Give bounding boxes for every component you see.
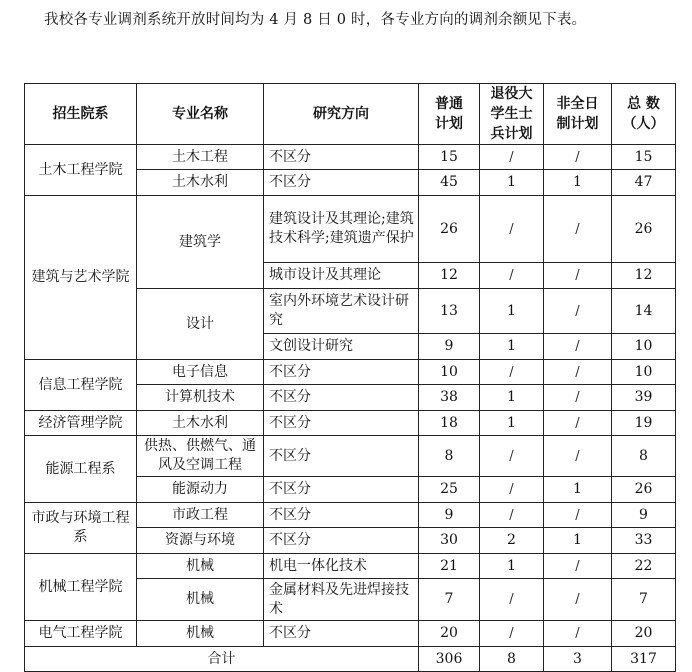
direction-cell: 金属材料及先进焊接技术 bbox=[264, 579, 419, 621]
direction-cell: 不区分 bbox=[264, 360, 419, 385]
header-regular-line: 普通 bbox=[435, 96, 463, 112]
direction-cell: 不区分 bbox=[264, 170, 419, 196]
total-cell: 10 bbox=[612, 360, 676, 385]
header-veteran-line: 学生士 bbox=[490, 106, 533, 122]
regular-cell: 9 bbox=[419, 334, 480, 360]
parttime-cell: / bbox=[544, 196, 612, 263]
veteran-cell: / bbox=[480, 503, 544, 528]
college-cell: 机械工程学院 bbox=[25, 554, 137, 621]
totals-veteran: 8 bbox=[480, 647, 544, 672]
major-cell: 机械 bbox=[137, 621, 264, 647]
totals-regular: 306 bbox=[419, 647, 480, 672]
veteran-cell: / bbox=[480, 621, 544, 647]
direction-cell: 建筑设计及其理论;建筑技术科学;建筑遗产保护 bbox=[264, 196, 419, 263]
veteran-cell: 2 bbox=[480, 528, 544, 554]
header-regular bbox=[419, 84, 480, 145]
veteran-cell: / bbox=[480, 579, 544, 621]
major-cell: 能源动力 bbox=[137, 477, 264, 503]
parttime-cell: / bbox=[544, 579, 612, 621]
regular-cell: 20 bbox=[419, 621, 480, 647]
parttime-cell: / bbox=[544, 289, 612, 334]
regular-cell: 26 bbox=[419, 196, 480, 263]
total-cell: 20 bbox=[612, 621, 676, 647]
regular-cell: 13 bbox=[419, 289, 480, 334]
header-total bbox=[612, 84, 676, 145]
veteran-cell: / bbox=[480, 145, 544, 170]
direction-cell: 不区分 bbox=[264, 411, 419, 436]
table-row bbox=[25, 554, 676, 579]
table-row bbox=[25, 196, 676, 263]
major-cell: 设计 bbox=[137, 289, 264, 360]
major-cell: 土木工程 bbox=[137, 145, 264, 170]
parttime-cell: / bbox=[544, 263, 612, 289]
regular-cell: 18 bbox=[419, 411, 480, 436]
major-cell: 计算机技术 bbox=[137, 385, 264, 411]
parttime-cell: / bbox=[544, 360, 612, 385]
direction-cell: 文创设计研究 bbox=[264, 334, 419, 360]
header-regular-line: 计划 bbox=[435, 116, 463, 132]
college-cell: 土木工程学院 bbox=[25, 145, 137, 196]
total-cell: 26 bbox=[612, 196, 676, 263]
total-cell: 14 bbox=[612, 289, 676, 334]
direction-cell: 机电一体化技术 bbox=[264, 554, 419, 579]
total-cell: 47 bbox=[612, 170, 676, 196]
regular-cell: 15 bbox=[419, 145, 480, 170]
table-row bbox=[25, 145, 676, 170]
direction-cell: 不区分 bbox=[264, 145, 419, 170]
direction-cell: 不区分 bbox=[264, 385, 419, 411]
header-parttime-line: 非全日 bbox=[556, 96, 599, 112]
parttime-cell: / bbox=[544, 621, 612, 647]
totals-row bbox=[25, 647, 676, 672]
regular-cell: 10 bbox=[419, 360, 480, 385]
direction-cell: 室内外环境艺术设计研究 bbox=[264, 289, 419, 334]
table-row bbox=[25, 411, 676, 436]
direction-cell: 不区分 bbox=[264, 477, 419, 503]
parttime-cell: 1 bbox=[544, 477, 612, 503]
table-row bbox=[25, 360, 676, 385]
college-cell: 能源工程系 bbox=[25, 436, 137, 503]
header-row bbox=[25, 84, 676, 145]
direction-cell: 不区分 bbox=[264, 436, 419, 477]
total-cell: 10 bbox=[612, 334, 676, 360]
veteran-cell: / bbox=[480, 436, 544, 477]
direction-cell: 城市设计及其理论 bbox=[264, 263, 419, 289]
total-cell: 33 bbox=[612, 528, 676, 554]
parttime-cell: / bbox=[544, 145, 612, 170]
veteran-cell: / bbox=[480, 360, 544, 385]
header-major: 专业名称 bbox=[137, 84, 264, 145]
table-row bbox=[25, 436, 676, 477]
header-direction: 研究方向 bbox=[264, 84, 419, 145]
header-parttime bbox=[544, 84, 612, 145]
parttime-cell: 1 bbox=[544, 170, 612, 196]
veteran-cell: 1 bbox=[480, 334, 544, 360]
veteran-cell: 1 bbox=[480, 385, 544, 411]
college-cell: 电气工程学院 bbox=[25, 621, 137, 647]
college-cell: 市政与环境工程系 bbox=[25, 503, 137, 554]
parttime-cell: / bbox=[544, 334, 612, 360]
header-total-line: 总 数 bbox=[627, 96, 660, 112]
quota-table bbox=[24, 83, 676, 672]
regular-cell: 30 bbox=[419, 528, 480, 554]
total-cell: 8 bbox=[612, 436, 676, 477]
veteran-cell: 1 bbox=[480, 170, 544, 196]
major-cell: 供热、供燃气、通风及空调工程 bbox=[137, 436, 264, 477]
major-cell: 电子信息 bbox=[137, 360, 264, 385]
direction-cell: 不区分 bbox=[264, 503, 419, 528]
regular-cell: 12 bbox=[419, 263, 480, 289]
totals-label: 合计 bbox=[25, 647, 419, 672]
major-cell: 土木水利 bbox=[137, 170, 264, 196]
major-cell: 建筑学 bbox=[137, 196, 264, 289]
college-cell: 建筑与艺术学院 bbox=[25, 196, 137, 360]
header-college: 招生院系 bbox=[25, 84, 137, 145]
veteran-cell: 1 bbox=[480, 289, 544, 334]
table-row bbox=[25, 621, 676, 647]
direction-cell: 不区分 bbox=[264, 528, 419, 554]
major-cell: 土木水利 bbox=[137, 411, 264, 436]
header-total-line: （人） bbox=[622, 116, 665, 132]
regular-cell: 25 bbox=[419, 477, 480, 503]
regular-cell: 21 bbox=[419, 554, 480, 579]
veteran-cell: 1 bbox=[480, 554, 544, 579]
regular-cell: 9 bbox=[419, 503, 480, 528]
veteran-cell: 1 bbox=[480, 411, 544, 436]
total-cell: 9 bbox=[612, 503, 676, 528]
regular-cell: 7 bbox=[419, 579, 480, 621]
table-row bbox=[25, 503, 676, 528]
major-cell: 市政工程 bbox=[137, 503, 264, 528]
major-cell: 资源与环境 bbox=[137, 528, 264, 554]
header-veteran-line: 退役大 bbox=[490, 86, 533, 102]
total-cell: 26 bbox=[612, 477, 676, 503]
header-veteran bbox=[480, 84, 544, 145]
total-cell: 15 bbox=[612, 145, 676, 170]
parttime-cell: / bbox=[544, 436, 612, 477]
totals-parttime: 3 bbox=[544, 647, 612, 672]
veteran-cell: / bbox=[480, 263, 544, 289]
parttime-cell: / bbox=[544, 503, 612, 528]
regular-cell: 38 bbox=[419, 385, 480, 411]
direction-cell: 不区分 bbox=[264, 621, 419, 647]
parttime-cell: / bbox=[544, 411, 612, 436]
regular-cell: 8 bbox=[419, 436, 480, 477]
total-cell: 19 bbox=[612, 411, 676, 436]
totals-total: 317 bbox=[612, 647, 676, 672]
total-cell: 39 bbox=[612, 385, 676, 411]
major-cell: 机械 bbox=[137, 554, 264, 579]
total-cell: 7 bbox=[612, 579, 676, 621]
parttime-cell: / bbox=[544, 554, 612, 579]
college-cell: 经济管理学院 bbox=[25, 411, 137, 436]
intro-text: 我校各专业调剂系统开放时间均为 4 月 8 日 0 时，各专业方向的调剂余额见下表。 bbox=[44, 12, 587, 28]
college-cell: 信息工程学院 bbox=[25, 360, 137, 411]
header-veteran-line: 兵计划 bbox=[490, 126, 533, 142]
table-body bbox=[25, 145, 676, 672]
total-cell: 22 bbox=[612, 554, 676, 579]
veteran-cell: / bbox=[480, 196, 544, 263]
header-parttime-line: 制计划 bbox=[556, 116, 599, 132]
regular-cell: 45 bbox=[419, 170, 480, 196]
parttime-cell: 1 bbox=[544, 528, 612, 554]
parttime-cell: / bbox=[544, 385, 612, 411]
total-cell: 12 bbox=[612, 263, 676, 289]
major-cell: 机械 bbox=[137, 579, 264, 621]
veteran-cell: / bbox=[480, 477, 544, 503]
